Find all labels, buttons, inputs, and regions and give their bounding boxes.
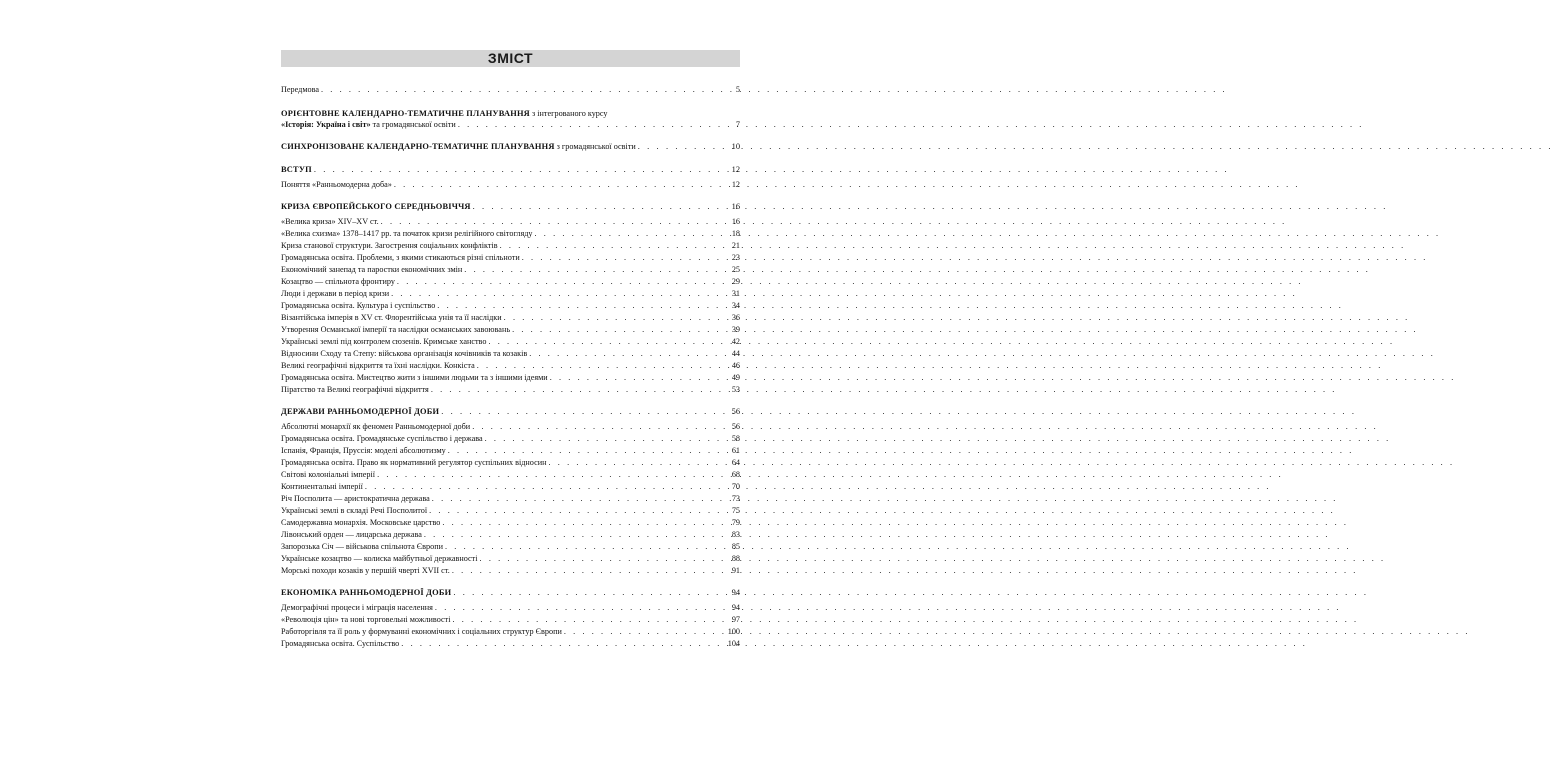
leader-dots [389, 288, 730, 300]
leader-dots [548, 372, 730, 384]
section3-items [281, 602, 740, 650]
toc-entry [281, 517, 740, 529]
leader-dots [471, 201, 730, 213]
entry-page: 85 [731, 542, 740, 551]
entry-title: Абсолютні монархії як феномен Ранньомодерної доби [281, 422, 471, 431]
entry-title: Громадянська освіта. Громадянське суспільство і держава [281, 434, 483, 443]
leader-dots [498, 240, 730, 252]
entry-page: 104 [727, 639, 740, 648]
toc-entry [281, 216, 740, 228]
entry-page: 58 [731, 434, 740, 443]
toc-section-economy [281, 587, 740, 599]
section-page: 16 [731, 202, 740, 211]
leader-dots [430, 493, 730, 505]
leader-dots [546, 457, 730, 469]
entry-page: 7 [735, 120, 740, 129]
entry-page: 31 [731, 289, 740, 298]
entry-page: 83 [731, 530, 740, 539]
entry-title: Демографічні процеси і міграція населення [281, 603, 433, 612]
entry-page: 68 [731, 470, 740, 479]
entry-page: 46 [731, 361, 740, 370]
leader-dots [422, 529, 730, 541]
leader-dots [520, 252, 730, 264]
toc-entry [281, 240, 740, 252]
leader-dots [527, 348, 730, 360]
leader-dots [435, 300, 730, 312]
entry-page: 75 [731, 506, 740, 515]
toc-entry [281, 469, 740, 481]
toc-entry [281, 288, 740, 300]
section-page: 56 [731, 407, 740, 416]
entry-title [281, 119, 456, 130]
toc-entry [281, 529, 740, 541]
leader-dots [375, 469, 730, 481]
entry-page: 64 [731, 458, 740, 467]
table-of-contents [281, 50, 740, 650]
toc-entry [281, 614, 740, 626]
entry-page: 56 [731, 422, 740, 431]
toc-entry [281, 481, 740, 493]
entry-title-bold: «Історія: Україна і світ» [281, 120, 371, 129]
leader-dots [636, 141, 730, 153]
leader-dots [427, 505, 730, 517]
entry-page: 25 [731, 265, 740, 274]
entry-title: Громадянська освіта. Право як нормативний регулятор суспільних відносин [281, 458, 547, 467]
leader-dots [319, 84, 730, 96]
section-title: ДЕРЖАВИ РАННЬОМОДЕРНОЇ ДОБИ [281, 407, 440, 416]
toc-section-intro [281, 164, 740, 176]
leader-dots [478, 553, 730, 565]
entry-title-normal: з інтегрованого курсу [529, 109, 608, 118]
entry-page: 44 [731, 349, 740, 358]
entry-page: 23 [731, 253, 740, 262]
entry-title: Козацтво — спільнота фронтиру [281, 277, 395, 286]
entry-page: 21 [731, 241, 740, 250]
leader-dots [533, 228, 730, 240]
entry-page: 16 [731, 217, 740, 226]
toc-entry-preface [281, 84, 740, 96]
entry-title: Економічний занепад та паростки економічних змін [281, 265, 463, 274]
toc-entry [281, 421, 740, 433]
leader-dots [399, 638, 727, 650]
entry-page: 36 [731, 313, 740, 322]
entry-page: 94 [731, 603, 740, 612]
entry-title: «Велика криза» XIV–XV ст. [281, 217, 379, 226]
toc-header: ЗМІСТ [281, 50, 740, 67]
toc-entry [281, 384, 740, 396]
leader-dots [470, 421, 730, 433]
entry-title: Криза станової структури. Загострення соціальних конфліктів [281, 241, 498, 250]
entry-title: Громадянська освіта. Суспільство [281, 639, 400, 648]
leader-dots [475, 360, 730, 372]
leader-dots [456, 119, 730, 130]
entry-title: Люди і держави в період кризи [281, 289, 390, 298]
toc-entry [281, 179, 740, 191]
toc-section-crisis [281, 201, 740, 213]
entry-title-line1 [281, 109, 740, 119]
entry-page: 34 [731, 301, 740, 310]
section1-items [281, 216, 740, 396]
entry-title: Лівонський орден — лицарська держава [281, 530, 422, 539]
entry-title: Українське козацтво — колиска майбутньої державності [281, 554, 478, 563]
toc-entry [281, 372, 740, 384]
entry-page: 61 [731, 446, 740, 455]
section-title: ВСТУП [281, 165, 312, 174]
toc-entry [281, 602, 740, 614]
toc-entry [281, 638, 740, 650]
entry-title: Громадянська освіта. Культура і суспільство [281, 301, 436, 310]
leader-dots [443, 541, 730, 553]
leader-dots [446, 445, 730, 457]
entry-title: Світові колоніальні імперії [281, 470, 376, 479]
entry-title: Запорозька Січ — військова спільнота Європи [281, 542, 443, 551]
entry-page: 79 [731, 518, 740, 527]
toc-entry [281, 324, 740, 336]
entry-title: «Революція цін» та нові торговельні можливості [281, 615, 451, 624]
leader-dots [395, 276, 730, 288]
leader-dots [429, 384, 730, 396]
leader-dots [451, 587, 730, 599]
leader-dots [450, 565, 730, 577]
section-page: 94 [731, 588, 740, 597]
entry-title: Работоргівля та її роль у формуванні економічних і соціальних структур Європи [281, 627, 562, 636]
toc-entry [281, 336, 740, 348]
entry-title: Громадянська освіта. Проблеми, з якими стикаються різні спільноти [281, 253, 520, 262]
toc-entry [281, 457, 740, 469]
entry-title-normal: та громадянської освіти [370, 120, 456, 129]
toc-entry [281, 264, 740, 276]
toc-entry-planning-synchronized [281, 141, 740, 153]
entry-title: Візантійська імперія в XV ст. Флорентійська унія та її наслідки [281, 313, 502, 322]
toc-entry [281, 541, 740, 553]
section-page: 12 [731, 165, 740, 174]
entry-page: 29 [731, 277, 740, 286]
entry-title: Поняття «Ранньомодерна доба» [281, 180, 392, 189]
toc-entry [281, 433, 740, 445]
entry-page: 10 [731, 142, 740, 151]
toc-entry [281, 276, 740, 288]
entry-title: Річ Посполита — аристократична держава [281, 494, 430, 503]
entry-title: «Велика схизма» 1378–1417 рр. та початок кризи релігійного світогляду [281, 229, 533, 238]
leader-dots [440, 517, 730, 529]
entry-page: 97 [731, 615, 740, 624]
entry-page: 100 [727, 627, 740, 636]
entry-title: Морські походи козаків у першій чверті XVII ст. [281, 566, 450, 575]
entry-page: 42 [731, 337, 740, 346]
entry-title: Громадянська освіта. Мистецтво жити з іншими людьми та з іншими ідеями [281, 373, 548, 382]
toc-entry [281, 505, 740, 517]
entry-page: 70 [731, 482, 740, 491]
toc-entry [281, 228, 740, 240]
leader-dots [562, 626, 728, 638]
entry-title: Відносини Сходу та Степу: військова організація кочівників та козаків [281, 349, 528, 358]
entry-page: 49 [731, 373, 740, 382]
entry-title: Утворення Османської імперії та наслідки османських завоювань [281, 325, 511, 334]
toc-entry [281, 312, 740, 324]
entry-title: Передмова [281, 85, 319, 94]
toc-entry-planning-integrated [281, 109, 740, 130]
leader-dots [433, 602, 730, 614]
toc-section-states [281, 406, 740, 418]
section2-items [281, 421, 740, 577]
entry-title-bold: СИНХРОНІЗОВАНЕ КАЛЕНДАРНО-ТЕМАТИЧНЕ ПЛАНУВАННЯ [281, 142, 555, 151]
intro-items [281, 179, 740, 191]
toc-entry [281, 252, 740, 264]
toc-entry [281, 565, 740, 577]
section-title: КРИЗА ЄВРОПЕЙСЬКОГО СЕРЕДНЬОВІЧЧЯ [281, 202, 471, 211]
entry-title: Великі географічні відкриття та їхні наслідки. Конкіста [281, 361, 475, 370]
entry-title: Українські землі в складі Речі Посполитої [281, 506, 428, 515]
entry-page: 39 [731, 325, 740, 334]
toc-entry [281, 626, 740, 638]
entry-page: 5 [735, 85, 740, 94]
toc-entry [281, 348, 740, 360]
entry-title: Континентальні імперії [281, 482, 363, 491]
entry-title-line2 [281, 119, 740, 130]
leader-dots [486, 336, 730, 348]
leader-dots [379, 216, 730, 228]
entry-page: 12 [731, 180, 740, 189]
entry-page: 91 [731, 566, 740, 575]
toc-entry [281, 553, 740, 565]
entry-title [281, 141, 636, 153]
leader-dots [392, 179, 730, 191]
entry-title: Українські землі під контролем сюзенів. Кримське ханство [281, 337, 487, 346]
leader-dots [510, 324, 730, 336]
entry-page: 73 [731, 494, 740, 503]
entry-title: Піратство та Великі географічні відкриття [281, 385, 429, 394]
entry-title-normal: з громадянської освіти [554, 142, 636, 151]
section-title: ЕКОНОМІКА РАННЬОМОДЕРНОЇ ДОБИ [281, 588, 452, 597]
entry-title-bold: ОРІЄНТОВНЕ КАЛЕНДАРНО-ТЕМАТИЧНЕ ПЛАНУВАННЯ [281, 109, 530, 118]
toc-entry [281, 360, 740, 372]
entry-title: Самодержавна монархія. Московське царство [281, 518, 441, 527]
entry-page: 18 [731, 229, 740, 238]
leader-dots [502, 312, 730, 324]
leader-dots [451, 614, 730, 626]
leader-dots [483, 433, 730, 445]
leader-dots [439, 406, 730, 418]
entry-page: 88 [731, 554, 740, 563]
toc-entry [281, 445, 740, 457]
toc-entry [281, 493, 740, 505]
toc-entry [281, 300, 740, 312]
leader-dots [363, 481, 730, 493]
leader-dots [312, 164, 730, 176]
leader-dots [462, 264, 730, 276]
entry-page: 53 [731, 385, 740, 394]
entry-title: Іспанія, Франція, Пруссія: моделі абсолютизму [281, 446, 446, 455]
